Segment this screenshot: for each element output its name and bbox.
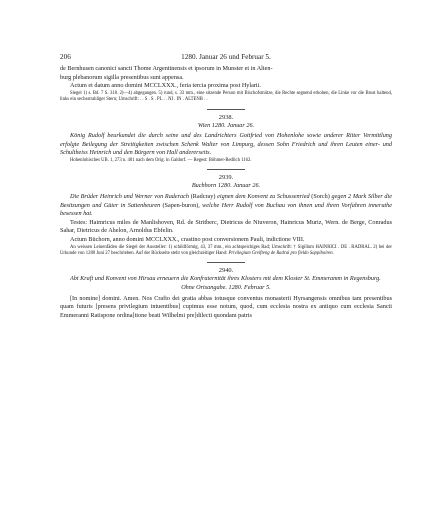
text-2940: [In nomine] domini. Amen. Nos Crafto dei gratia abbas totusque conventus monasterii Hyrsangensis omnibus tam presentibus quam futuris [presens privilegium intuentibus] cupimus esse notum, quod, cum ecclesia nostra ex antiquo cum ecclesia Sancti Emmeranni Ratispone ordina[tione beati Wilhelmi pre]dilecti quondam patris — [60, 294, 392, 319]
testes-2939: Testes: Haimricus miles de Manlishoven, Rd. de Stritberc, Dietricus de Niuveron, Hainricus Muriz, Wern. de Berge, Conradus Sahar, Dietricus de Ahelon, Arnoldus Ebfelin. — [60, 218, 392, 235]
prev-actum: Actum et datum anno domini MCCLXXX., feria tercia proxima post Hylarii. — [70, 82, 261, 90]
prev-text-line-2: burg plebanorum sigilla presentibus sunt appensa. — [60, 73, 184, 81]
section-divider — [207, 169, 245, 170]
document-page — [60, 52, 392, 320]
regest-2940: Abt Kraft und Konvent von Hirsau erneuern die Konfraternität ihres Klosters mit dem Kloster St. Emmeramm in Regensburg. — [70, 275, 381, 283]
page-header — [60, 52, 392, 62]
regest-2939-part: (Sorch) — [309, 192, 332, 200]
actum-2939: Actum Büchorn, anno domini MCCLXXX., crastino post conversionem Pauli, indictione VIII. — [70, 235, 305, 243]
note-2938: Hohenlohisches UB. 1, 273 n. 401 nach dem Orig. in Galdorf. — Regest: Böhmer-Redlich 1162. — [70, 157, 252, 163]
prev-text-line-1: de Bernhusen canonici sancti Thome Argentinensis et ipsorum in Munster et in Alten- — [60, 65, 273, 72]
doc-number-2940: 2940. — [218, 267, 234, 275]
note-2939-italic: Privilegium Greifteng de Radrai pro fieldo Sappiboiren. — [227, 250, 334, 256]
regest-2939-part: Die Brüder Heinrich und Werner von Raderach — [70, 192, 189, 200]
doc-number-2939: 2939. — [218, 174, 234, 182]
page-number: 206 — [60, 53, 71, 61]
doc-number-2938: 2938. — [218, 113, 234, 121]
regest-2939-part: eignen dem Konvent zu Schussenried — [217, 192, 310, 200]
regest-2939-part: (Sapen-buron), — [160, 201, 203, 209]
doc-date-2940: Ohne Ortsangabe. 1280. Februar 5. — [181, 283, 271, 291]
doc-date-2938: Wien 1280. Januar 26. — [197, 121, 255, 129]
running-title: 1280. Januar 26 und Februar 5. — [181, 53, 271, 61]
doc-date-2939: Buchhorn 1280. Januar 26. — [191, 182, 261, 190]
section-divider — [207, 109, 245, 110]
note-2939 — [60, 245, 392, 258]
regest-2939 — [60, 193, 392, 219]
regest-2939-part: gegen 2 Mark Silber die Besitzungen und Güter in Sattenbeuren — [60, 192, 392, 209]
prev-seal-note: Siegel 1) s. Bd. 7 S. 318. 2)—4) abgegangen. 5) rund, s. 33 mm., eine sitzende Person mit Bischofsmütze, die Rechte segnend erhoben, die Linke vor die Brust haltend, links ein sechsstrahliger Stern; Umschrift: . . S . S . PL . . NI . IN . ALTENB . . — [60, 90, 392, 103]
regest-2938: König Rudolf beurkundet die durch seine und des Landrichters Gottfried von Hohenlohe sowie anderer Ritter Vermittlung erfolgte Beilegung der Streitigkeiten zwischen Schenk Walter von Limpurg, dessen Sohn Friedrich und ihren Leuten einer- und Schultheiss Heinrich und den Bürgern von Hall andererseits. — [60, 132, 392, 157]
regest-2939-part: welche Herr Rudolf von Buchau von ihnen und ihren Vorfahren inneruthe besessen hat. — [60, 201, 392, 218]
note-2939-text: An weissen Leinenfäden die Siegel der Aussteller: 1) schildförmig, 43, 37 mm., ein achtspeichiges Rad; Umschrift: † Sigillum HAINRICI . DE . RADRAL. 2) bei der Urkunde von 1280 Juni 27 beschrieben. Auf der Rückseite steht von gleichzeitiger Hand: — [60, 244, 392, 256]
regest-2939-part: (Radcray) — [188, 192, 218, 200]
section-divider — [207, 262, 245, 263]
